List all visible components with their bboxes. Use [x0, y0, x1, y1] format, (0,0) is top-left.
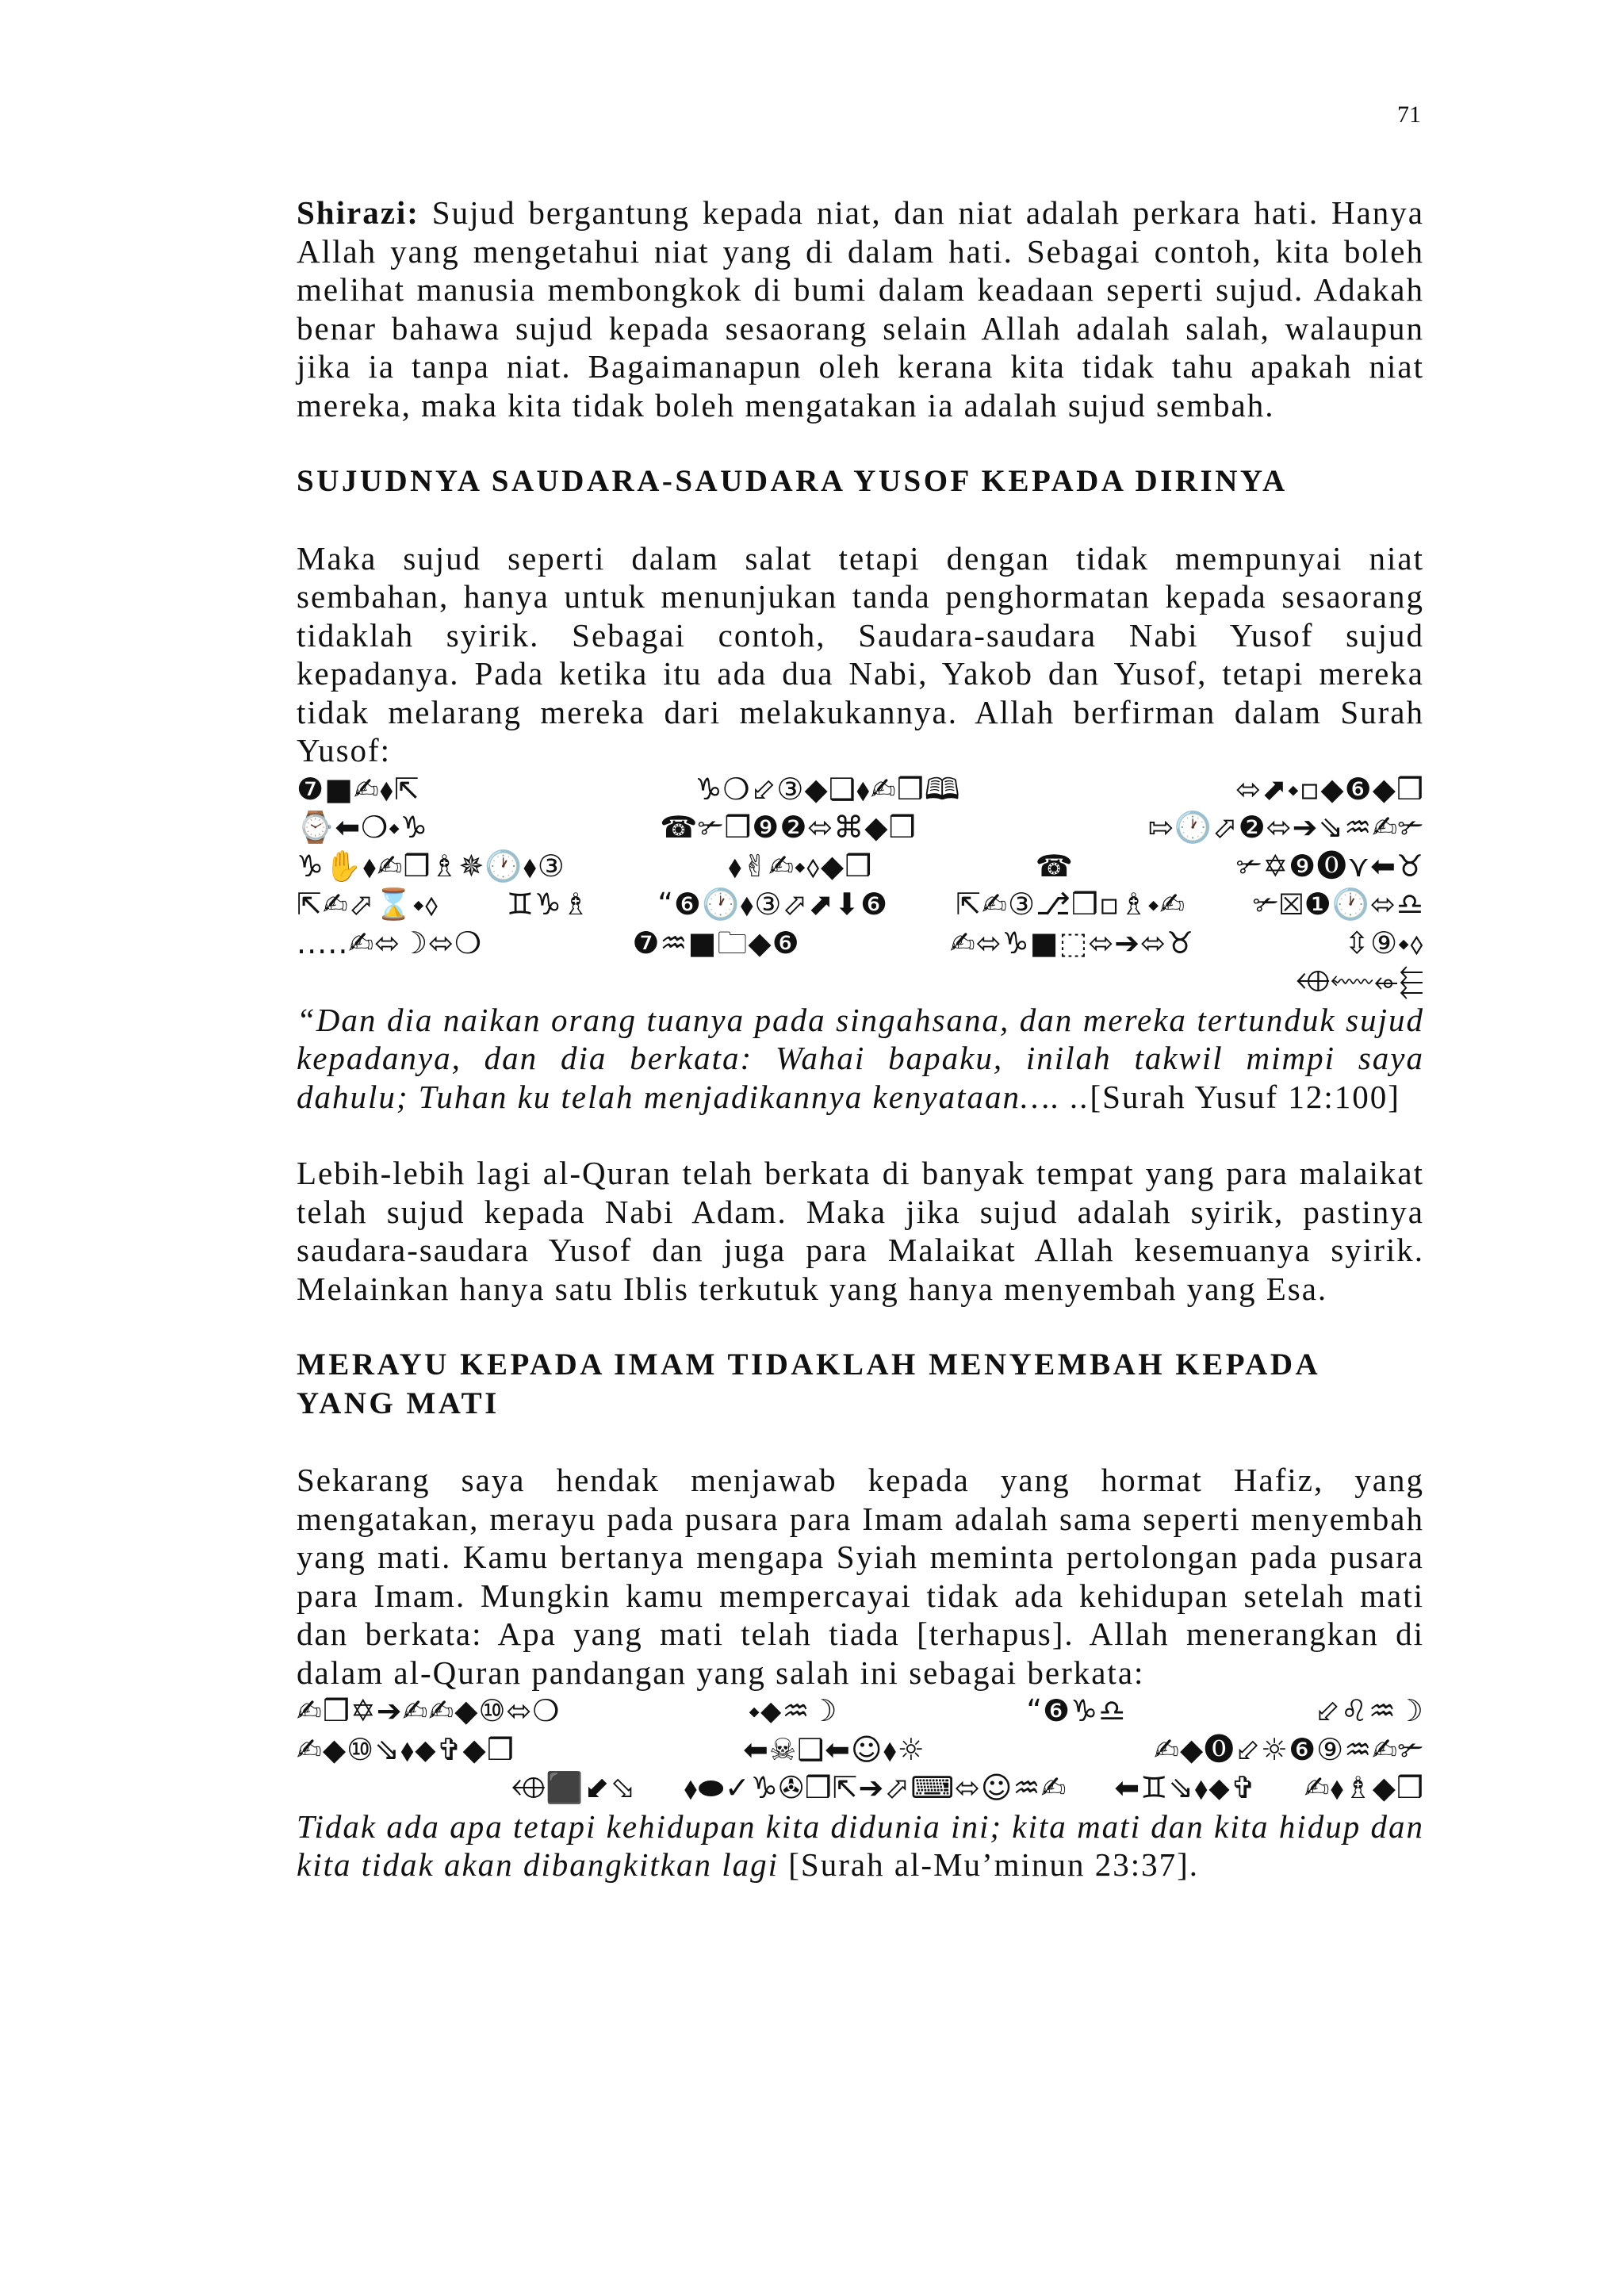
glyph-line: .....✍⬄☽⬄❍ ❼♒■🗀◆❻ ✍⬄♑■⬚⬄➔⬄♉ ⇳⑨⬩⬨	[297, 925, 1424, 960]
arabic-verse-glyphs	[297, 1692, 1424, 1807]
page-content	[297, 194, 1424, 1884]
glyph-line: ⌚⬅❍⬩♑ ☎✃❒❾❷⬄⌘◆❒ ⇰🕐⬀❷⬄➔⇘♒✍✃	[297, 810, 1424, 845]
verse-reference: [Surah Yusuf 12:100]	[1090, 1078, 1400, 1115]
section-heading-yusof: SUJUDNYA SAUDARA-SAUDARA YUSOF KEPADA DIRINYA	[297, 464, 1288, 498]
paragraph-sujud-salat: Maka sujud seperti dalam salat tetapi dengan tidak mempunyai niat sembahan, hanya untuk menunjukan tanda penghormatan kepada sesaorang tidaklah syirik. Sebagai contoh, Saudara-saudara Nabi Yusof sujud kepadanya. Pada ketika itu ada dua Nabi, Yakob dan Yusof, tetapi mereka tidak melarang mereka dari melakukannya. Allah berfirman dalam Surah Yusof:	[297, 539, 1424, 769]
glyph-line: ♑✋⬧✍❒♗✵🕐⬧③ ⬧✌✍⬩⬨◆❒ ☎ ✃✡❾⓿⋎⬅♉	[297, 848, 1424, 884]
glyph-line: ⬲⬛⬋⬂ ⬧⬬✓♑✇❒⇱➔⬀⌨⬄☺♒✍ ⬅♊⇘⬧⬥✞ ✍⬧♗◆❒	[511, 1770, 1424, 1805]
glyph-line: ⇱✍⬀⌛⬩⬨ ♊♑♗ “❻🕐⬧③⬀⬈⬇❻ ⇱✍③⎇❒▫♗⬩✍ ✃⮽❶🕐⬄♎	[297, 887, 1424, 922]
arabic-verse-glyphs	[297, 770, 1424, 1001]
verse-reference: [Surah al-Mu’minun 23:37].	[779, 1846, 1199, 1883]
paragraph-hafiz: Sekarang saya hendak menjawab kepada yang hormat Hafiz, yang mengatakan, merayu pada pusara para Imam adalah sama seperti menyembah yang mati. Kamu bertanya mengapa Syiah meminta pertolongan pada pusara para Imam. Mungkin kamu mempercayai tidak ada kehidupan setelah mati dan berkata: Apa yang mati telah tiada [terhapus]. Allah menerangkan di dalam al-Quran pandangan yang salah ini sebagai berkata:	[297, 1462, 1424, 1691]
paragraph-shirazi	[297, 194, 1424, 424]
page-number: 71	[1397, 102, 1421, 128]
glyph-line: ❼■✍⬧⇱ ♑❍⬃③◆❑⬧✍❒🕮 ⬄⬈⬩▫◆❻◆❒	[297, 771, 1424, 807]
glyph-line: ✍◆⑩⇘⬧⬥✞◆❒ ⬅☠❑⬅☺⬧☼ ✍◆⓿⬃☼❻⑨♒✍✃	[297, 1731, 1424, 1767]
speaker-label: Shirazi:	[297, 194, 419, 231]
verse-translation-yusuf: “Dan dia naikan orang tuanya pada singahsana, dan mereka tertunduk sujud kepadanya, dan dia berkata: Wahai bapaku, inilah takwil mimpi saya dahulu; Tuhan ku telah menjadikannya kenyataan…. ..[Surah Yusuf 12:100]	[297, 1001, 1424, 1115]
paragraph-malaikat: Lebih-lebih lagi al-Quran telah berkata di banyak tempat yang para malaikat telah sujud kepada Nabi Adam. Maka jika sujud adalah syirik, pastinya saudara-saudara Yusof dan juga para Malaikat Allah kesemuanya syirik. Melainkan hanya satu Iblis terkutuk yang hanya menyembah yang Esa.	[297, 1155, 1424, 1307]
verse-translation-muminun: Tidak ada apa tetapi kehidupan kita didunia ini; kita mati dan kita hidup dan kita tidak akan dibangkitkan lagi [Surah al-Mu’minun 23:37].	[297, 1807, 1424, 1883]
glyph-line: ⬲⬳⬰⬱	[1296, 964, 1424, 999]
section-heading-merayu: MERAYU KEPADA IMAM TIDAKLAH MENYEMBAH KEPADA YANG MATI	[297, 1347, 1319, 1420]
paragraph-text: Sujud bergantung kepada niat, dan niat adalah perkara hati. Hanya Allah yang mengetahui niat yang di dalam hati. Sebagai contoh, kita boleh melihat manusia membongkok di bumi dalam keadaan seperti sujud. Adakah benar bahawa sujud kepada sesaorang selain Allah adalah salah, walaupun jika ia tanpa niat. Bagaimanapun oleh kerana kita tidak tahu apakah niat mereka, maka kita tidak boleh mengatakan ia adalah sujud sembah.	[297, 194, 1424, 424]
glyph-line: ✍❒✡➔✍✍◆⑩⬄❍ ⬩⬥♒☽ “❻♑♎ ⬃♌♒☽	[297, 1693, 1424, 1728]
